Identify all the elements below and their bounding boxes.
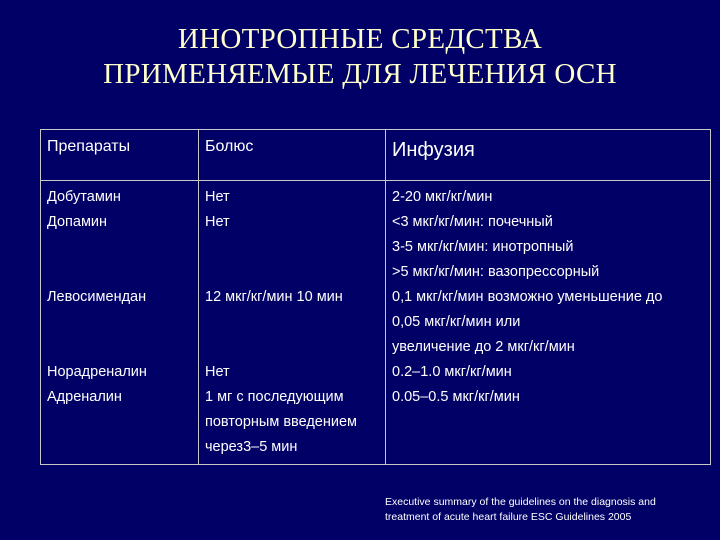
bolus-cell: 1 мг с последующим повторным введением через3–5 мин	[199, 385, 386, 465]
infusion-cell: 0.2–1.0 мкг/кг/мин	[386, 360, 711, 385]
drug-name: Добутамин	[41, 181, 199, 211]
citation-line-1: Executive summary of the guidelines on the diagnosis and	[385, 496, 656, 508]
drug-name: Допамин	[41, 210, 199, 285]
bolus-cell: 12 мкг/кг/мин 10 мин	[199, 285, 386, 360]
header-bolus: Болюс	[199, 130, 386, 181]
drug-name: Адреналин	[41, 385, 199, 465]
guidelines-citation	[385, 495, 705, 525]
table-row	[41, 181, 711, 211]
bolus-cell: Нет	[199, 360, 386, 385]
table-row	[41, 385, 711, 465]
slide-title-line-2: ПРИМЕНЯЕМЫЕ ДЛЯ ЛЕЧЕНИЯ ОСН	[103, 58, 617, 90]
slide-title-line-1: ИНОТРОПНЫЕ СРЕДСТВА	[177, 23, 543, 55]
inotropic-drugs-table	[40, 129, 711, 465]
bolus-cell: Нет	[199, 210, 386, 285]
table-row	[41, 210, 711, 285]
table-row	[41, 360, 711, 385]
table-row	[41, 285, 711, 360]
slide-title	[0, 22, 720, 92]
header-drugs: Препараты	[41, 130, 199, 181]
infusion-cell: <3 мкг/кг/мин: почечный 3-5 мкг/кг/мин: инотропный >5 мкг/кг/мин: вазопрессорный	[386, 210, 711, 285]
citation-line-2: treatment of acute heart failure ESC Guidelines 2005	[385, 511, 632, 523]
infusion-cell: 2-20 мкг/кг/мин	[386, 181, 711, 211]
drug-name: Норадреналин	[41, 360, 199, 385]
table-header-row	[41, 130, 711, 181]
header-infusion: Инфузия	[386, 130, 711, 181]
bolus-cell: Нет	[199, 181, 386, 211]
drug-name: Левосимендан	[41, 285, 199, 360]
infusion-cell: 0,1 мкг/кг/мин возможно уменьшение до 0,05 мкг/кг/мин или увеличение до 2 мкг/кг/мин	[386, 285, 711, 360]
infusion-cell: 0.05–0.5 мкг/кг/мин	[386, 385, 711, 465]
